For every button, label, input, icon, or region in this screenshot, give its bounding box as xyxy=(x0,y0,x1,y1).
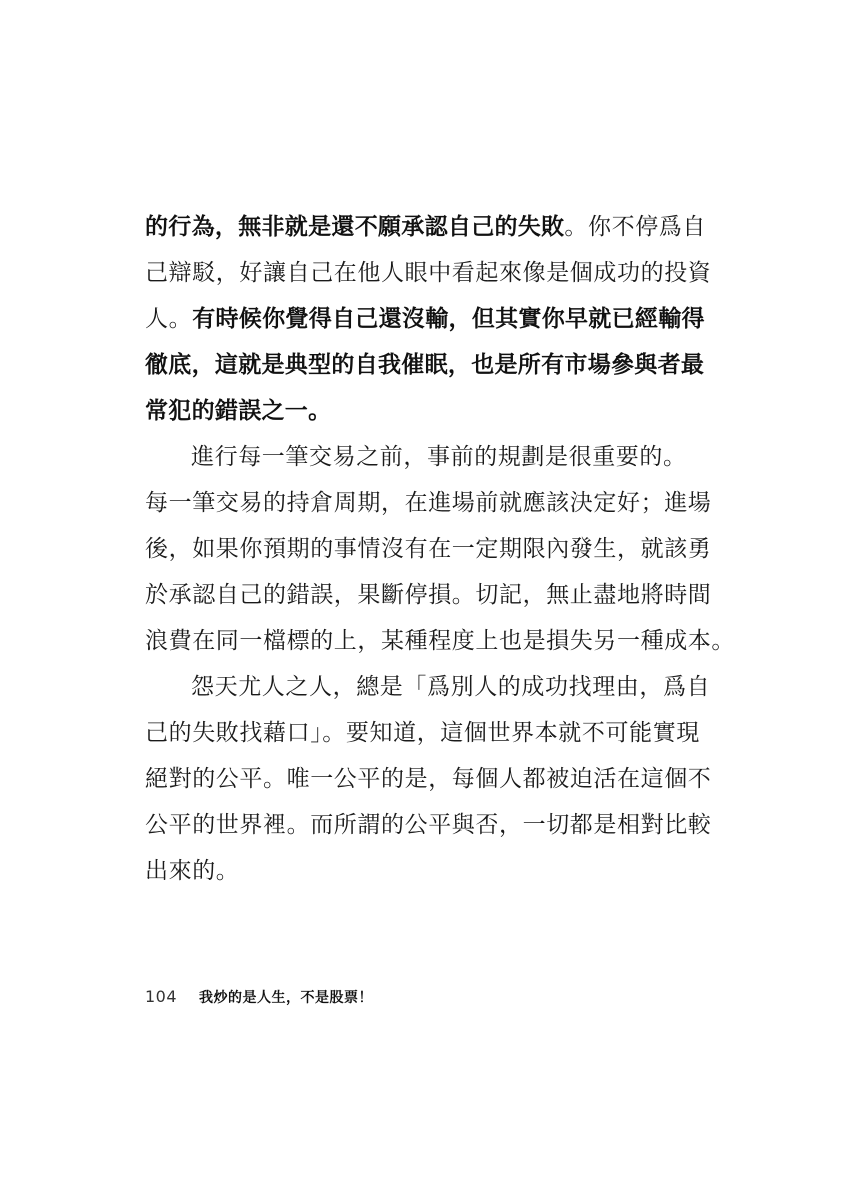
bold-text: 徹底，這就是典型的自我催眠，也是所有市場參與者最 xyxy=(145,352,705,378)
text-line-12 xyxy=(145,713,705,753)
text-line-3 xyxy=(145,299,705,339)
regular-text: 出來的。 xyxy=(145,858,240,884)
regular-text: 己的失敗找藉口」。要知道，這個世界本就不可能實現 xyxy=(145,720,700,746)
regular-text: 絕對的公平。唯一公平的是，每個人都被迫活在這個不 xyxy=(145,766,712,792)
page-number: 104 xyxy=(145,987,178,1006)
regular-text: 公平的世界裡。而所謂的公平與否，一切都是相對比較 xyxy=(145,812,712,838)
text-line-14 xyxy=(145,805,712,845)
regular-text: 於承認自己的錯誤，果斷停損。切記，無止盡地將時間 xyxy=(145,582,712,608)
bold-text: 的行為，無非就是還不願承認自己的失敗 xyxy=(145,214,565,240)
text-line-7 xyxy=(145,483,712,523)
text-line-8 xyxy=(145,529,712,569)
text-line-9 xyxy=(145,575,712,615)
regular-text: 人。 xyxy=(145,306,193,332)
text-line-10 xyxy=(145,621,735,661)
text-line-15 xyxy=(145,851,705,891)
regular-text: 怨天尤人之人，總是「爲別人的成功找理由，爲自 xyxy=(191,674,711,700)
bold-text: 常犯的錯誤之一。 xyxy=(145,398,332,424)
text-line-11 xyxy=(191,667,711,707)
regular-text: 每一筆交易的持倉周期，在進場前就應該決定好；進場 xyxy=(145,490,712,516)
regular-text: 進行每一筆交易之前，事前的規劃是很重要的。 xyxy=(191,444,687,470)
regular-text: 後，如果你預期的事情沒有在一定期限內發生，就該勇 xyxy=(145,536,712,562)
page-footer xyxy=(145,983,373,1011)
text-line-1 xyxy=(145,207,705,247)
text-line-2 xyxy=(145,253,712,293)
bold-text: 有時候你覺得自己還沒輸，但其實你早就已經輸得 xyxy=(192,306,705,332)
text-line-6 xyxy=(191,437,705,477)
text-line-4 xyxy=(145,345,705,385)
text-line-13 xyxy=(145,759,712,799)
book-title: 我炒的是人生，不是股票！ xyxy=(199,990,374,1006)
text-line-5 xyxy=(145,391,705,431)
regular-text: 己辯駁，好讓自己在他人眼中看起來像是個成功的投資 xyxy=(145,260,712,286)
regular-text: 浪費在同一檔標的上，某種程度上也是損失另一種成本。 xyxy=(145,628,735,654)
regular-text: 。你不停爲自 xyxy=(564,214,707,240)
